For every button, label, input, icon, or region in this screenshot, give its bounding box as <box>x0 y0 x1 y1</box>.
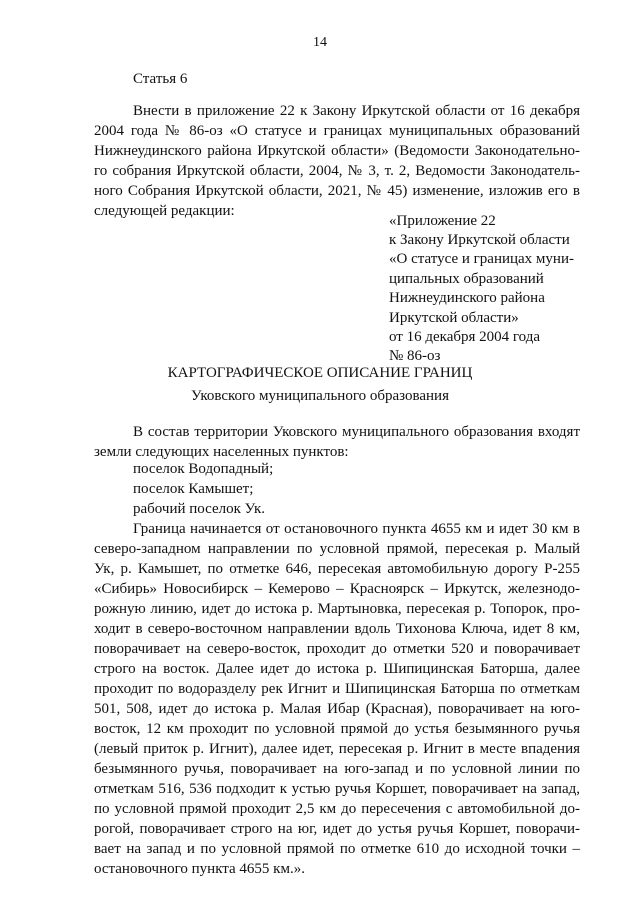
list-item: поселок Камышет; <box>133 481 254 497</box>
boundary-line: вает на запад и по условной прямой по отметке 610 до исходной точки – <box>94 841 580 857</box>
page-number: 14 <box>313 35 327 50</box>
intro-line: го собрания Иркутской области, 2004, № 3, т. 2, Ведомости Законодатель- <box>94 163 580 179</box>
section-heading: КАРТОГРАФИЧЕСКОЕ ОПИСАНИЕ ГРАНИЦ <box>167 365 473 381</box>
composition-line: В состав территории Уковского муниципального образования входят <box>133 424 580 440</box>
boundary-line: 501, 508, идет до истока р. Малая Ибар (Красная), поворачивает на юго- <box>94 701 580 717</box>
list-item: рабочий поселок Ук. <box>133 501 266 517</box>
boundary-line: остановочного пункта 4655 км.». <box>94 861 305 877</box>
intro-line: 2004 года № 86-оз «О статусе и границах муниципальных образований <box>94 123 580 139</box>
article-title: Статья 6 <box>133 71 188 87</box>
boundary-line: ходит в северо-восточном направлении вдоль Тихонова Ключа, идет 8 км, <box>94 621 580 637</box>
appendix-line: ципальных образований <box>389 271 544 287</box>
boundary-line: поворачивает на северо-восток, проходит до отметки 520 и поворачивает <box>94 641 580 657</box>
boundary-line: северо-западном направлении по условной прямой, пересекая р. Малый <box>94 541 580 557</box>
boundary-line: рогой, поворачивает строго на юг, идет до устья ручья Коршет, поворачи- <box>94 821 580 837</box>
boundary-line: по условной прямой проходит 2,5 км до пересечения с автомобильной до- <box>94 801 580 817</box>
boundary-line: проходит по водоразделу рек Игнит и Шипицинская Баторша по отметкам <box>94 681 580 697</box>
list-item: поселок Водопадный; <box>133 461 274 477</box>
appendix-line: «Приложение 22 <box>389 213 496 229</box>
appendix-line: к Закону Иркутской области <box>389 232 570 248</box>
intro-line: Нижнеудинского района Иркутской области» (Ведомости Законодательно- <box>94 143 580 159</box>
boundary-line: восток, 12 км проходит по условной прямой до устья безымянного ручья <box>94 721 580 737</box>
appendix-line: «О статусе и границах муни- <box>389 251 574 267</box>
boundary-line: Ук, р. Камышет, по отметке 646, пересекая автомобильную дорогу Р-255 <box>94 561 580 577</box>
appendix-line: от 16 декабря 2004 года <box>389 329 541 345</box>
boundary-line: (левый приток р. Игнит), далее идет, пересекая р. Игнит в месте впадения <box>94 741 580 757</box>
boundary-line: отметкам 516, 536 подходит к устью ручья Коршет, поворачивает на запад, <box>94 781 580 797</box>
intro-line: Внести в приложение 22 к Закону Иркутской области от 16 декабря <box>133 103 580 119</box>
intro-line: ного Собрания Иркутской области, 2021, № 45) изменение, изложив его в <box>94 183 580 199</box>
section-subheading: Уковского муниципального образования <box>191 388 449 404</box>
boundary-line: Граница начинается от остановочного пункта 4655 км и идет 30 км в <box>133 521 580 537</box>
appendix-line: Иркутской области» <box>389 310 519 326</box>
appendix-line: Нижнеудинского района <box>389 290 545 306</box>
boundary-line: «Сибирь» Новосибирск – Кемерово – Красноярск – Иркутск, железнодо- <box>94 581 580 597</box>
boundary-line: рожную линию, идет до истока р. Мартыновка, пересекая р. Топорок, про- <box>94 601 580 617</box>
composition-line: земли следующих населенных пунктов: <box>94 444 349 460</box>
boundary-line: строго на восток. Далее идет до истока р. Шипицинская Баторша, далее <box>94 661 580 677</box>
intro-line: следующей редакции: <box>94 203 235 219</box>
boundary-line: безымянного ручья, поворачивает на юго-запад и по условной линии по <box>94 761 580 777</box>
appendix-line: № 86-оз <box>389 348 441 364</box>
